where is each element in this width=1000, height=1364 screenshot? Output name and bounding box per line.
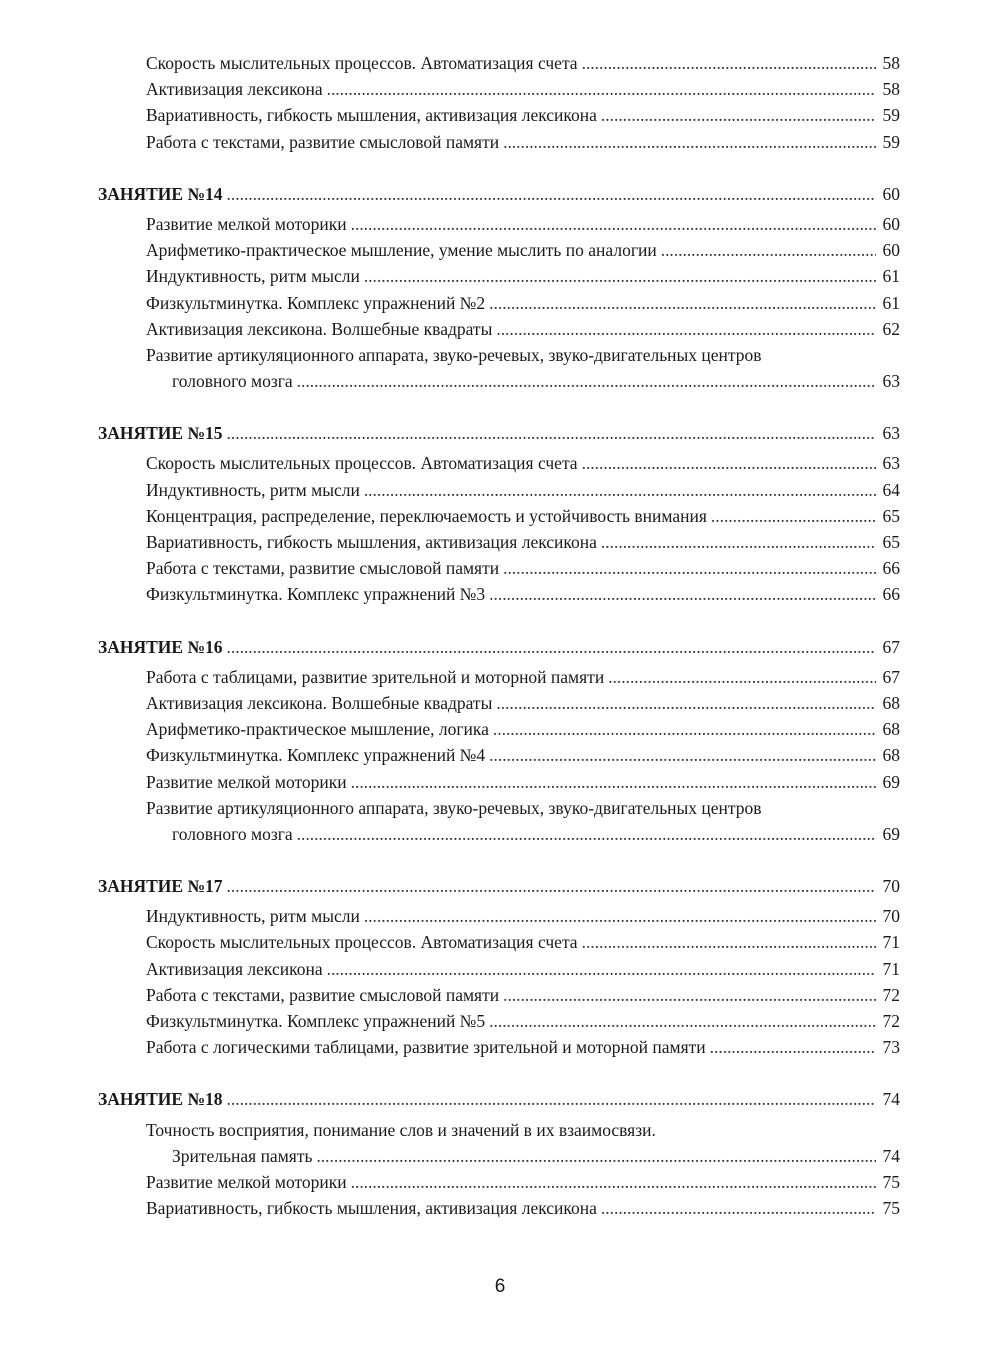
toc-entry: [98, 982, 900, 1008]
table-of-contents: [98, 50, 900, 1221]
dot-leader: [582, 50, 876, 76]
toc-page-number: 68: [882, 719, 900, 740]
toc-page-number: 71: [882, 958, 900, 979]
toc-section-heading: [98, 181, 900, 207]
dot-leader: [327, 956, 876, 982]
toc-entry-title: Физкультминутка. Комплекс упражнений №3: [146, 584, 486, 605]
toc-entry-title: Работа с текстами, развитие смысловой памяти: [146, 558, 500, 579]
dot-leader: [608, 664, 876, 690]
toc-entry-title: Развитие мелкой моторики: [146, 771, 347, 792]
toc-entry-title: Физкультминутка. Комплекс упражнений №4: [146, 745, 486, 766]
toc-page-number: 68: [882, 745, 900, 766]
toc-page-number: 70: [882, 906, 900, 927]
dot-leader: [489, 1008, 876, 1034]
toc-entry: [98, 769, 900, 795]
dot-leader: [582, 929, 876, 955]
toc-entry-title: Активизация лексикона: [146, 79, 323, 100]
toc-page-number: 61: [882, 266, 900, 287]
toc-entry-title: Арифметико-практическое мышление, логика: [146, 719, 489, 740]
dot-leader: [227, 1086, 876, 1112]
toc-page-number: 60: [882, 240, 900, 261]
toc-page-number: 59: [882, 131, 900, 152]
toc-entry-title: Вариативность, гибкость мышления, активизация лексикона: [146, 532, 597, 552]
toc-heading-title: ЗАНЯТИЕ №18: [98, 1089, 223, 1110]
toc-entry-title: Зрительная память: [172, 1145, 313, 1166]
toc-entry: [98, 76, 900, 102]
toc-page-number: 75: [882, 1171, 900, 1192]
dot-leader: [503, 555, 876, 581]
toc-entry-title: Развитие мелкой моторики: [146, 1171, 347, 1192]
toc-entry-title: Индуктивность, ритм мысли: [146, 906, 360, 927]
toc-page-number: 69: [882, 771, 900, 792]
toc-page-number: 66: [882, 584, 900, 605]
toc-page-number: 59: [882, 105, 900, 126]
toc-entry: [98, 795, 900, 821]
dot-leader: [227, 181, 876, 207]
dot-leader: [351, 1169, 876, 1195]
toc-entry: [98, 450, 900, 476]
toc-page-number: 66: [882, 558, 900, 579]
toc-page-number: 61: [882, 292, 900, 313]
dot-leader: [351, 769, 876, 795]
toc-entry: [98, 1034, 900, 1060]
toc-page-number: 63: [882, 453, 900, 474]
toc-entry-title: Развитие артикуляционного аппарата, звуко-речевых, звуко-двигательных центров: [146, 797, 762, 818]
toc-page-number: 64: [882, 479, 900, 500]
dot-leader: [364, 903, 876, 929]
toc-entry: [98, 368, 900, 394]
toc-entry-title: Активизация лексикона. Волшебные квадраты: [146, 318, 493, 339]
toc-entry: [98, 929, 900, 955]
toc-entry-title: Концентрация, распределение, переключаемость и устойчивость внимания: [146, 505, 707, 526]
toc-page-number: 70: [882, 876, 900, 897]
dot-leader: [297, 368, 876, 394]
toc-entry: [98, 1195, 900, 1221]
toc-entry-title: Физкультминутка. Комплекс упражнений №5: [146, 1011, 486, 1031]
toc-section-heading: [98, 873, 900, 899]
toc-entry-title: Физкультминутка. Комплекс упражнений №2: [146, 292, 486, 313]
toc-page-number: 63: [882, 423, 900, 444]
dot-leader: [351, 211, 876, 237]
page-number: 6: [494, 1276, 506, 1297]
toc-page-number: 75: [882, 1198, 900, 1219]
dot-leader: [661, 237, 876, 263]
toc-page-number: 58: [882, 79, 900, 100]
dot-leader: [493, 716, 876, 742]
toc-page-number: 67: [882, 636, 900, 657]
toc-page-number: 72: [882, 984, 900, 1005]
toc-entry-title: Вариативность, гибкость мышления, активизация лексикона: [146, 1198, 597, 1219]
toc-entry: [98, 555, 900, 581]
toc-entry: [98, 1143, 900, 1169]
toc-entry: [98, 129, 900, 155]
toc-page-number: 60: [882, 213, 900, 234]
toc-entry-title: Скорость мыслительных процессов. Автоматизация счета: [146, 53, 578, 73]
dot-leader: [503, 982, 876, 1008]
toc-heading-title: ЗАНЯТИЕ №17: [98, 876, 223, 897]
toc-entry-title: головного мозга: [172, 371, 293, 392]
toc-page-number: 62: [882, 318, 900, 339]
toc-entry: [98, 237, 900, 263]
toc-entry-title: Индуктивность, ритм мысли: [146, 266, 360, 287]
toc-page-number: 58: [882, 53, 900, 73]
dot-leader: [503, 129, 876, 155]
toc-page-number: 68: [882, 692, 900, 713]
toc-page-number: 65: [882, 505, 900, 526]
toc-entry: [98, 1008, 900, 1034]
toc-entry: [98, 316, 900, 342]
dot-leader: [601, 529, 876, 555]
dot-leader: [496, 690, 876, 716]
toc-entry: [98, 903, 900, 929]
toc-entry: [98, 102, 900, 128]
toc-entry: [98, 50, 900, 76]
dot-leader: [601, 102, 876, 128]
dot-leader: [496, 316, 876, 342]
toc-entry: [98, 664, 900, 690]
toc-entry: [98, 342, 900, 368]
toc-entry-title: Активизация лексикона. Волшебные квадраты: [146, 692, 493, 713]
toc-page-number: 60: [882, 183, 900, 204]
dot-leader: [710, 1034, 876, 1060]
toc-heading-title: ЗАНЯТИЕ №14: [98, 183, 223, 204]
toc-entry-title: Скорость мыслительных процессов. Автоматизация счета: [146, 453, 578, 474]
toc-section-heading: [98, 1086, 900, 1112]
toc-entry: [98, 1169, 900, 1195]
toc-entry-title: Вариативность, гибкость мышления, активизация лексикона: [146, 105, 597, 126]
toc-entry: [98, 211, 900, 237]
dot-leader: [582, 450, 876, 476]
dot-leader: [601, 1195, 876, 1221]
toc-heading-title: ЗАНЯТИЕ №16: [98, 636, 223, 657]
toc-entry: [98, 477, 900, 503]
toc-entry: [98, 1117, 900, 1143]
toc-entry-title: Арифметико-практическое мышление, умение мыслить по аналогии: [146, 240, 657, 261]
toc-entry-title: Скорость мыслительных процессов. Автоматизация счета: [146, 932, 578, 953]
toc-entry-title: Точность восприятия, понимание слов и значений в их взаимосвязи.: [146, 1119, 656, 1140]
toc-entry-title: Работа с текстами, развитие смысловой памяти: [146, 984, 500, 1005]
toc-section-heading: [98, 634, 900, 660]
dot-leader: [227, 873, 876, 899]
toc-entry: [98, 290, 900, 316]
toc-entry-title: Работа с таблицами, развитие зрительной и моторной памяти: [146, 666, 605, 687]
dot-leader: [364, 477, 876, 503]
toc-entry: [98, 503, 900, 529]
toc-entry: [98, 581, 900, 607]
toc-entry: [98, 821, 900, 847]
dot-leader: [364, 263, 876, 289]
toc-entry: [98, 690, 900, 716]
dot-leader: [316, 1143, 876, 1169]
dot-leader: [489, 290, 876, 316]
toc-page-number: 74: [882, 1089, 900, 1110]
toc-page-number: 67: [882, 666, 900, 687]
dot-leader: [227, 420, 876, 446]
dot-leader: [489, 581, 876, 607]
toc-page-number: 69: [882, 823, 900, 844]
toc-page-number: 63: [882, 371, 900, 392]
toc-entry: [98, 529, 900, 555]
dot-leader: [297, 821, 876, 847]
toc-page-number: 72: [882, 1011, 900, 1031]
toc-entry: [98, 716, 900, 742]
dot-leader: [227, 634, 876, 660]
dot-leader: [489, 742, 876, 768]
toc-entry-title: головного мозга: [172, 823, 293, 844]
toc-page-number: 74: [882, 1145, 900, 1166]
toc-page-number: 71: [882, 932, 900, 953]
toc-entry: [98, 956, 900, 982]
dot-leader: [327, 76, 876, 102]
toc-page-number: 73: [882, 1037, 900, 1058]
toc-entry-title: Работа с логическими таблицами, развитие зрительной и моторной памяти: [146, 1037, 706, 1058]
toc-entry-title: Работа с текстами, развитие смысловой памяти: [146, 131, 500, 152]
toc-section-heading: [98, 420, 900, 446]
toc-page-number: 65: [882, 532, 900, 552]
dot-leader: [711, 503, 876, 529]
toc-entry: [98, 263, 900, 289]
toc-entry-title: Развитие мелкой моторики: [146, 213, 347, 234]
toc-entry-title: Развитие артикуляционного аппарата, звуко-речевых, звуко-двигательных центров: [146, 344, 762, 365]
toc-entry-title: Индуктивность, ритм мысли: [146, 479, 360, 500]
toc-entry: [98, 742, 900, 768]
toc-heading-title: ЗАНЯТИЕ №15: [98, 423, 223, 444]
toc-entry-title: Активизация лексикона: [146, 958, 323, 979]
